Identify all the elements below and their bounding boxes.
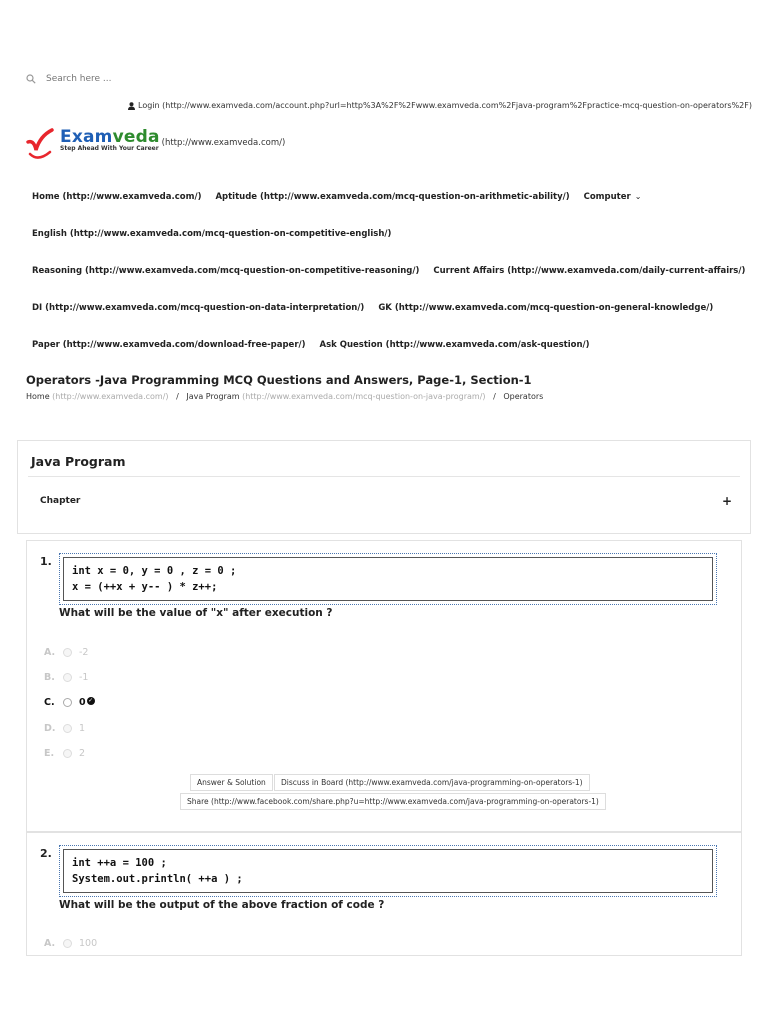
page-title: Operators -Java Programming MCQ Questions and Answers, Page-1, Section-1: [26, 373, 532, 387]
option-value: [79, 697, 95, 708]
question-text: What will be the value of "x" after execution ?: [59, 607, 333, 619]
radio-icon[interactable]: [63, 724, 72, 733]
nav-row-2: [32, 229, 391, 239]
share-button[interactable]: Share (http://www.facebook.com/share.php?u=http://www.examveda.com/java-programming-on-operators-1): [180, 793, 606, 810]
plus-icon[interactable]: +: [721, 494, 732, 508]
nav-aptitude[interactable]: Aptitude (http://www.examveda.com/mcq-question-on-arithmetic-ability/): [215, 192, 570, 202]
option-letter: C.: [44, 697, 55, 708]
nav-row-5: [32, 340, 590, 350]
radio-icon[interactable]: [63, 939, 72, 948]
radio-icon[interactable]: [63, 648, 72, 657]
logo-name-exam: Exam: [60, 127, 113, 147]
option-letter: E.: [44, 748, 55, 759]
nav-row-1: [32, 192, 641, 202]
discuss-button[interactable]: Discuss in Board (http://www.examveda.com/java-programming-on-operators-1): [274, 774, 590, 791]
option-a[interactable]: [44, 938, 97, 949]
code-block: int ++a = 100 ; System.out.println( ++a ) ;: [63, 849, 713, 893]
option-value: 2: [79, 748, 86, 759]
option-letter: B.: [44, 672, 55, 683]
check-icon: ✓: [88, 697, 94, 704]
breadcrumb-separator: /: [176, 392, 179, 401]
breadcrumb-java-url: (http://www.examveda.com/mcq-question-on-java-program/): [242, 392, 486, 401]
nav-home[interactable]: Home (http://www.examveda.com/): [32, 192, 202, 202]
radio-icon[interactable]: [63, 698, 72, 707]
search-bar: [26, 74, 246, 84]
search-input[interactable]: [46, 74, 246, 84]
login-label: Login (http://www.examveda.com/account.php?url=http%3A%2F%2Fwww.examveda.com%2Fjava-program%2Fpractice-mcq-question-on-operators%2F): [138, 101, 752, 110]
option-b[interactable]: [44, 672, 88, 683]
option-letter: D.: [44, 723, 56, 734]
chapter-toggle-label[interactable]: Chapter: [40, 496, 81, 506]
question-card-2: [26, 832, 742, 956]
breadcrumb-separator: /: [493, 392, 496, 401]
nav-reasoning[interactable]: Reasoning (http://www.examveda.com/mcq-question-on-competitive-reasoning/): [32, 266, 420, 276]
logo-wordmark: [60, 128, 160, 152]
nav-computer[interactable]: [584, 192, 642, 202]
question-number: 2.: [40, 847, 52, 860]
option-value: -2: [79, 647, 89, 658]
nav-di[interactable]: DI (http://www.examveda.com/mcq-question-on-data-interpretation/): [32, 303, 365, 313]
nav-row-3: [32, 266, 745, 276]
nav-gk[interactable]: GK (http://www.examveda.com/mcq-question-on-general-knowledge/): [378, 303, 714, 313]
option-value: 1: [79, 723, 86, 734]
radio-icon[interactable]: [63, 673, 72, 682]
option-a[interactable]: [44, 647, 88, 658]
code-block-frame: [59, 553, 717, 605]
nav-current-affairs[interactable]: Current Affairs (http://www.examveda.com/daily-current-affairs/): [433, 266, 746, 276]
nav-english[interactable]: English (http://www.examveda.com/mcq-question-on-competitive-english/): [32, 229, 392, 239]
question-card-1: [26, 540, 742, 832]
site-logo[interactable]: [26, 128, 285, 160]
chapter-card: [17, 440, 751, 534]
code-block-frame: [59, 845, 717, 897]
chevron-down-icon: ⌄: [634, 192, 642, 201]
logo-tagline: Step Ahead With Your Career: [60, 145, 159, 152]
code-block: int x = 0, y = 0 , z = 0 ; x = (++x + y-- ) * z++;: [63, 557, 713, 601]
divider: [28, 476, 740, 477]
nav-ask-question[interactable]: Ask Question (http://www.examveda.com/ask-question/): [319, 340, 590, 350]
answer-solution-button[interactable]: Answer & Solution: [190, 774, 273, 791]
option-value: 100: [79, 938, 98, 949]
search-icon: [26, 74, 36, 84]
examveda-logo-icon: [26, 128, 58, 160]
breadcrumb-java[interactable]: Java Program: [186, 392, 240, 401]
user-icon: [128, 102, 135, 110]
breadcrumb-current: Operators: [503, 392, 544, 401]
option-e[interactable]: [44, 748, 85, 759]
breadcrumb: [26, 392, 543, 401]
option-letter: A.: [44, 647, 56, 658]
option-value-text: 0: [79, 697, 86, 708]
question-number: 1.: [40, 555, 52, 568]
option-value: -1: [79, 672, 89, 683]
card-title: Java Program: [31, 454, 126, 469]
logo-url: (http://www.examveda.com/): [161, 138, 286, 148]
breadcrumb-home[interactable]: Home: [26, 392, 50, 401]
radio-icon[interactable]: [63, 749, 72, 758]
nav-row-4: [32, 303, 713, 313]
login-link[interactable]: [128, 101, 752, 110]
question-text: What will be the output of the above fraction of code ?: [59, 899, 385, 911]
option-letter: A.: [44, 938, 56, 949]
breadcrumb-home-url: (http://www.examveda.com/): [52, 392, 169, 401]
option-d[interactable]: [44, 723, 85, 734]
nav-paper[interactable]: Paper (http://www.examveda.com/download-free-paper/): [32, 340, 306, 350]
logo-name-veda: veda: [112, 127, 160, 147]
nav-computer-label: Computer: [583, 192, 631, 202]
option-c[interactable]: [44, 697, 95, 708]
